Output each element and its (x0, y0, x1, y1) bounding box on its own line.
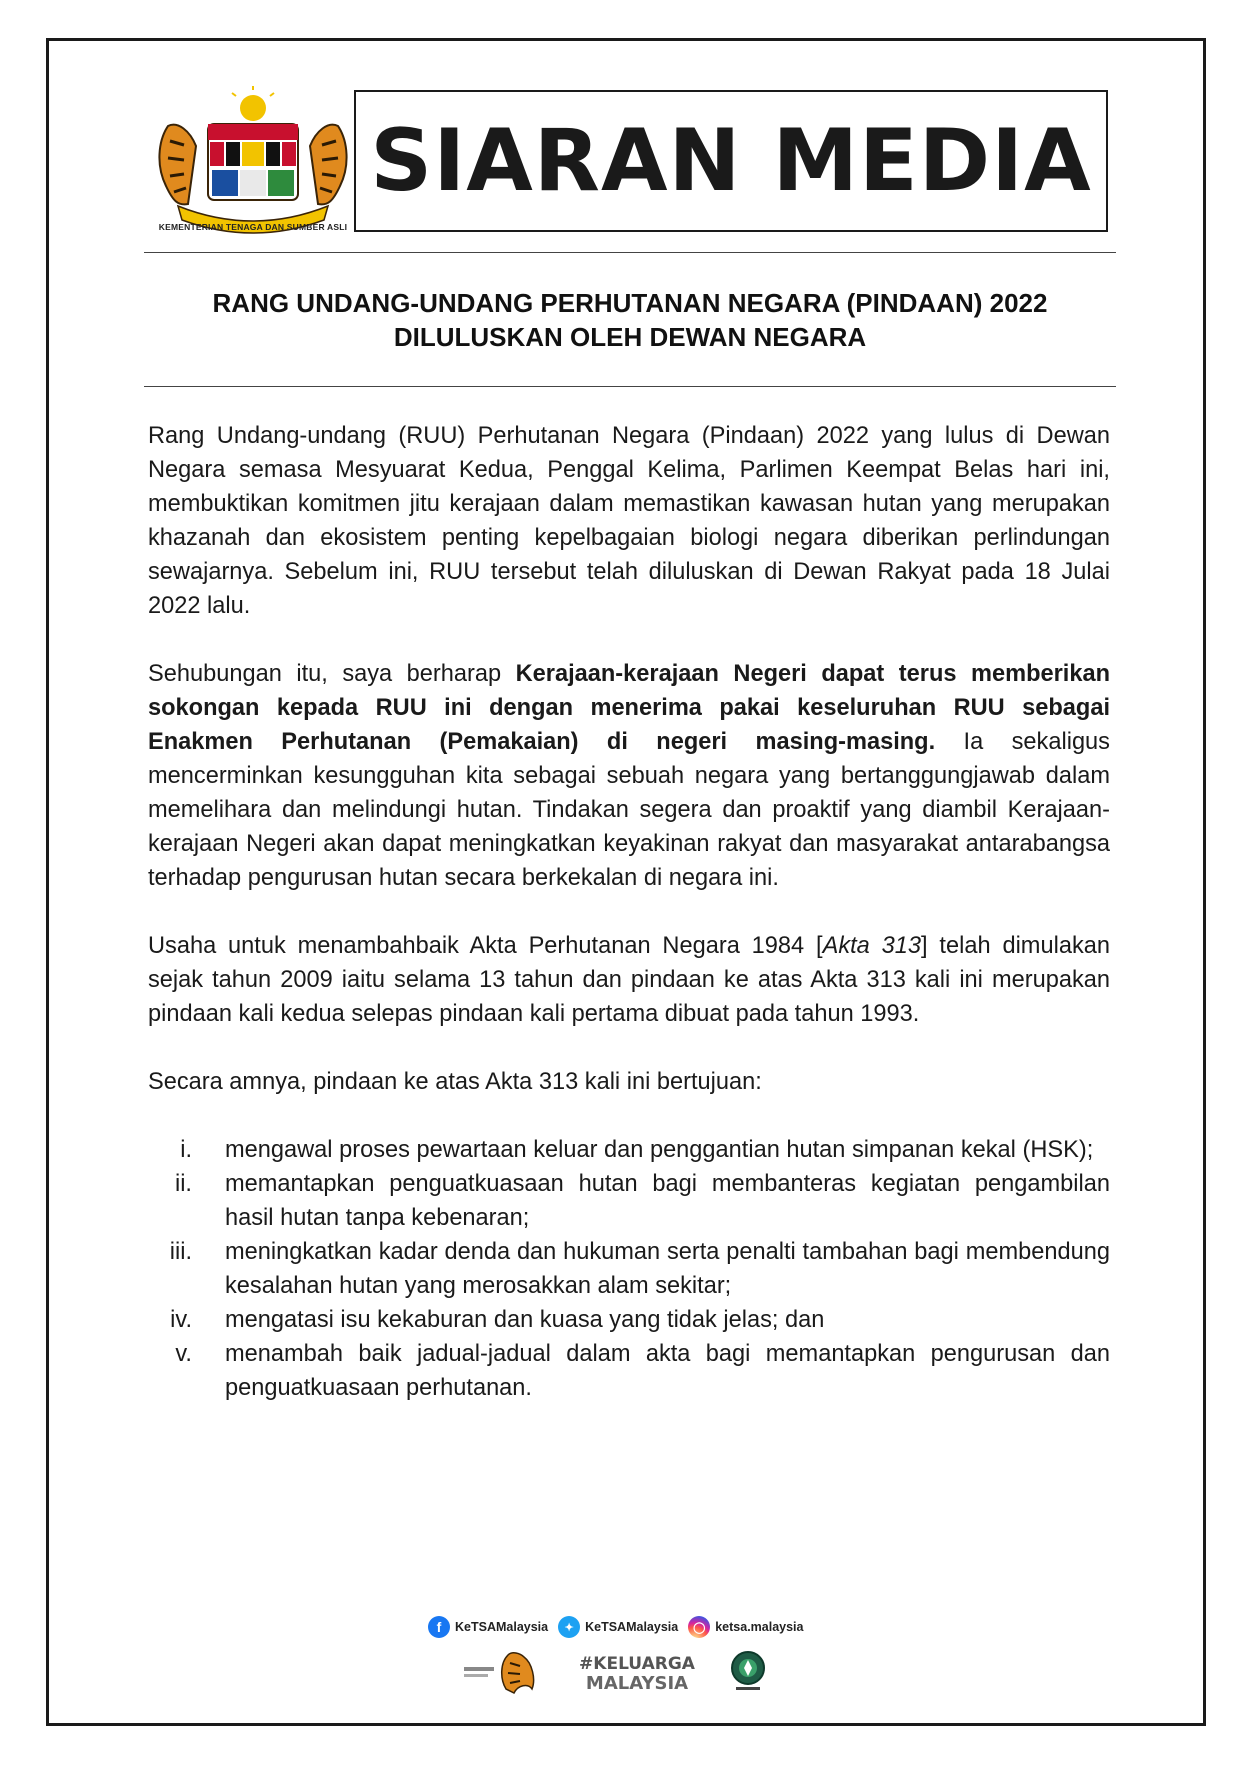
list-item-number: iv. (170, 1307, 192, 1333)
facebook-handle: KeTSAMalaysia (455, 1620, 549, 1634)
ministry-name: KEMENTERIAN TENAGA DAN SUMBER ASLI (158, 222, 348, 232)
page-title: SIARAN MEDIA (370, 111, 1092, 211)
paragraph-3 (148, 929, 1110, 1031)
ministry-round-logo (728, 1650, 768, 1694)
keluarga-malaysia-logo (562, 1649, 712, 1695)
divider-top (144, 252, 1116, 253)
social-links (428, 1614, 803, 1640)
twitter-icon: ✦ (558, 1616, 580, 1638)
list-item (148, 1167, 1110, 1235)
act-reference: Akta 313 (822, 933, 922, 959)
divider-bottom (144, 386, 1116, 387)
list-item-text: meningkatkan kadar denda dan hukuman serta penalti tambahan bagi membendung kesalahan hutan yang merosakkan alam sekitar; (225, 1239, 1110, 1299)
list-item-text: mengatasi isu kekaburan dan kuasa yang tidak jelas; dan (225, 1307, 825, 1333)
paragraph-3-start: Usaha untuk menambahbaik Akta Perhutanan Negara 1984 [ (148, 933, 823, 959)
twitter-handle: KeTSAMalaysia (585, 1620, 679, 1634)
instagram-icon: ◯ (688, 1616, 710, 1638)
press-release-body (148, 419, 1110, 1405)
title-box (354, 90, 1108, 232)
list-item-text: memantapkan penguatkuasaan hutan bagi membanteras kegiatan pengambilan hasil hutan tanpa kebenaran; (225, 1171, 1110, 1231)
list-item (148, 1337, 1110, 1405)
twitter-link[interactable] (558, 1616, 678, 1638)
svg-text:#KELUARGA: #KELUARGA (579, 1654, 695, 1674)
facebook-link[interactable] (428, 1616, 548, 1638)
list-item-number: i. (180, 1137, 192, 1163)
tiger-logo (462, 1649, 546, 1695)
facebook-icon: f (428, 1616, 450, 1638)
list-item (148, 1133, 1110, 1167)
malaysia-coat-of-arms-icon (148, 86, 358, 236)
list-item-number: v. (175, 1341, 192, 1367)
list-item (148, 1303, 1110, 1337)
svg-text:MALAYSIA: MALAYSIA (585, 1673, 689, 1694)
list-item-number: ii. (174, 1171, 192, 1197)
paragraph-2 (148, 657, 1110, 895)
headline-line-1: RANG UNDANG-UNDANG PERHUTANAN NEGARA (PINDAAN) 2022 (212, 288, 1048, 318)
headline (144, 286, 1116, 354)
list-item-text: menambah baik jadual-jadual dalam akta bagi memantapkan pengurusan dan penguatkuasaan perhutanan. (225, 1341, 1110, 1401)
list-item-text: mengawal proses pewartaan keluar dan penggantian hutan simpanan kekal (HSK); (225, 1137, 1094, 1163)
headline-line-2: DILULUSKAN OLEH DEWAN NEGARA (393, 322, 867, 352)
objectives-list (148, 1133, 1110, 1405)
instagram-link[interactable] (688, 1616, 803, 1638)
paragraph-4: Secara amnya, pindaan ke atas Akta 313 kali ini bertujuan: (148, 1069, 762, 1095)
paragraph-2-bold: Kerajaan-kerajaan Negeri dapat terus memberikan sokongan kepada RUU ini dengan menerima pakai keseluruhan RUU sebagai Enakmen Perhutanan (Pemakaian) di negeri masing-masing. (148, 661, 1110, 755)
paragraph-2-start: Sehubungan itu, saya berharap (148, 661, 516, 687)
list-item (148, 1235, 1110, 1303)
instagram-handle: ketsa.malaysia (715, 1620, 804, 1634)
list-item-number: iii. (169, 1239, 192, 1265)
paragraph-1: Rang Undang-undang (RUU) Perhutanan Negara (Pindaan) 2022 yang lulus di Dewan Negara semasa Mesyuarat Kedua, Penggal Kelima, Parlimen Keempat Belas hari ini, membuktikan komitmen jitu kerajaan dalam memastikan kawasan hutan yang merupakan khazanah dan ekosistem penting kepelbagaian biologi negara diberikan perlindungan sewajarnya. Sebelum ini, RUU tersebut telah diluluskan di Dewan Rakyat pada 18 Julai 2022 lalu. (148, 423, 1110, 619)
footer-logos (462, 1648, 768, 1696)
paragraph-2-end: Ia sekaligus mencerminkan kesungguhan kita sebagai sebuah negara yang bertanggungjawab dalam memelihara dan melindungi hutan. Tindakan segera dan proaktif yang diambil Kerajaan-kerajaan Negeri akan dapat meningkatkan keyakinan rakyat dan masyarakat antarabangsa terhadap pengurusan hutan secara berkekalan di negara ini. (148, 729, 1110, 891)
paragraph-3-end: ] telah dimulakan sejak tahun 2009 iaitu selama 13 tahun dan pindaan ke atas Akta 313 kali ini merupakan pindaan kali kedua selepas pindaan kali pertama dibuat pada tahun 1993. (148, 933, 1110, 1027)
